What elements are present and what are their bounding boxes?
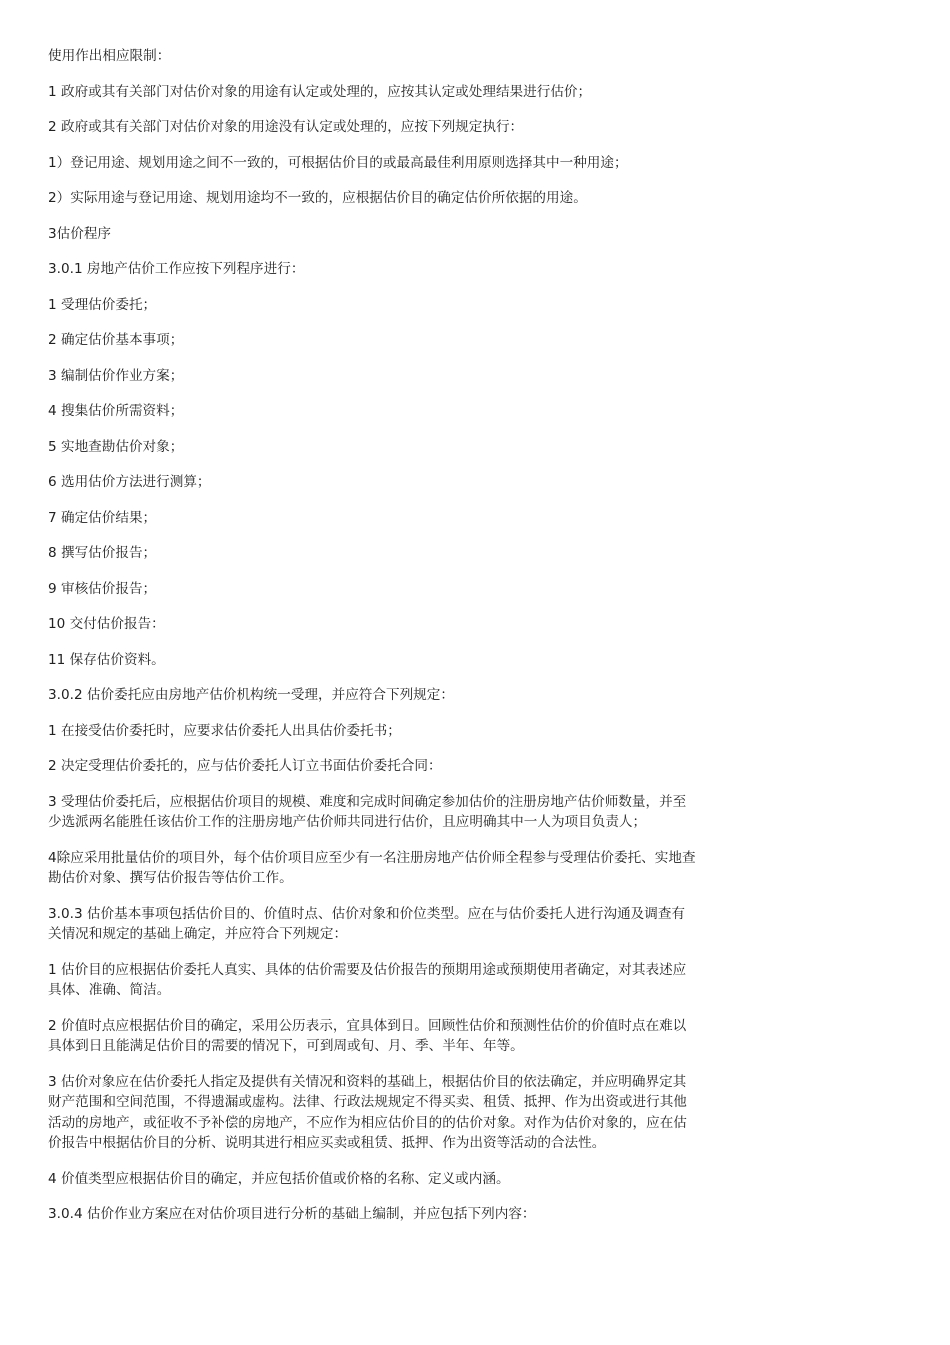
paragraph: 使用作出相应限制： xyxy=(48,48,171,64)
list-item: 10 交付估价报告： xyxy=(48,616,165,632)
document-body xyxy=(48,46,698,1240)
paragraph: 3.0.1 房地产估价工作应按下列程序进行： xyxy=(48,261,305,277)
paragraph: 3 估价对象应在估价委托人指定及提供有关情况和资料的基础上，根据估价目的依法确定，并应明确界定其财产范围和空间范围，不得遗漏或虚构。法律、行政法规规定不得买卖、租赁、抵押、作为出资或进行其他活动的房地产，或征收不予补偿的房地产，不应作为相应估价目的的估价对象。对作为估价对象的，应在估价报告中根据估价目的分析、说明其进行相应买卖或租赁、抵押、作为出资等活动的合法性。 xyxy=(48,1073,687,1151)
paragraph: 3.0.3 估价基本事项包括估价目的、价值时点、估价对象和价位类型。应在与估价委托人进行沟通及调查有关情况和规定的基础上确定，并应符合下列规定： xyxy=(48,905,686,942)
paragraph: 3.0.2 估价委托应由房地产估价机构统一受理，并应符合下列规定： xyxy=(48,687,454,703)
paragraph: 4除应采用批量估价的项目外，每个估价项目应至少有一名注册房地产估价师全程参与受理估价委托、实地查勘估价对象、撰写估价报告等估价工作。 xyxy=(48,849,696,886)
paragraph: 2 价值时点应根据估价目的确定，采用公历表示，宜具体到日。回顾性估价和预测性估价的价值时点在难以具体到日且能满足估价目的需要的情况下，可到周或旬、月、季、半年、年等。 xyxy=(48,1017,687,1054)
list-item: 6 选用估价方法进行测算； xyxy=(48,474,211,490)
list-item: 9 审核估价报告； xyxy=(48,580,157,597)
paragraph: 1）登记用途、规划用途之间不一致的，可根据估价目的或最高最佳利用原则选择其中一种用途； xyxy=(48,154,628,171)
paragraph: 2）实际用途与登记用途、规划用途均不一致的，应根据估价目的确定估价所依据的用途。 xyxy=(48,190,587,206)
paragraph: 3 受理估价委托后，应根据估价项目的规模、难度和完成时间确定参加估价的注册房地产估价师数量，并至少选派两名能胜任该估价工作的注册房地产估价师共同进行估价，且应明确其中一人为项目负责人； xyxy=(48,793,687,830)
list-item: 11 保存估价资料。 xyxy=(48,651,165,668)
list-item: 2 确定估价基本事项； xyxy=(48,332,184,348)
paragraph: 2 政府或其有关部门对估价对象的用途没有认定或处理的，应按下列规定执行： xyxy=(48,119,524,135)
paragraph: 1 政府或其有关部门对估价对象的用途有认定或处理的，应按其认定或处理结果进行估价； xyxy=(48,83,592,100)
list-item: 3 编制估价作业方案； xyxy=(48,367,184,384)
list-item: 8 撰写估价报告； xyxy=(48,545,157,561)
list-item: 1 受理估价委托； xyxy=(48,296,157,313)
paragraph: 1 估价目的应根据估价委托人真实、具体的估价需要及估价报告的预期用途或预期使用者确定，对其表述应具体、准确、简洁。 xyxy=(48,961,687,998)
paragraph: 3.0.4 估价作业方案应在对估价项目进行分析的基础上编制，并应包括下列内容： xyxy=(48,1206,536,1222)
paragraph: 2 决定受理估价委托的，应与估价委托人订立书面估价委托合同： xyxy=(48,758,442,774)
paragraph: 4 价值类型应根据估价目的确定，并应包括价值或价格的名称、定义或内涵。 xyxy=(48,1170,510,1187)
section-heading: 3估价程序 xyxy=(48,225,112,242)
list-item: 7 确定估价结果； xyxy=(48,509,157,526)
paragraph: 1 在接受估价委托时，应要求估价委托人出具估价委托书； xyxy=(48,722,401,739)
list-item: 4 搜集估价所需资料； xyxy=(48,403,184,419)
list-item: 5 实地查勘估价对象； xyxy=(48,438,184,455)
